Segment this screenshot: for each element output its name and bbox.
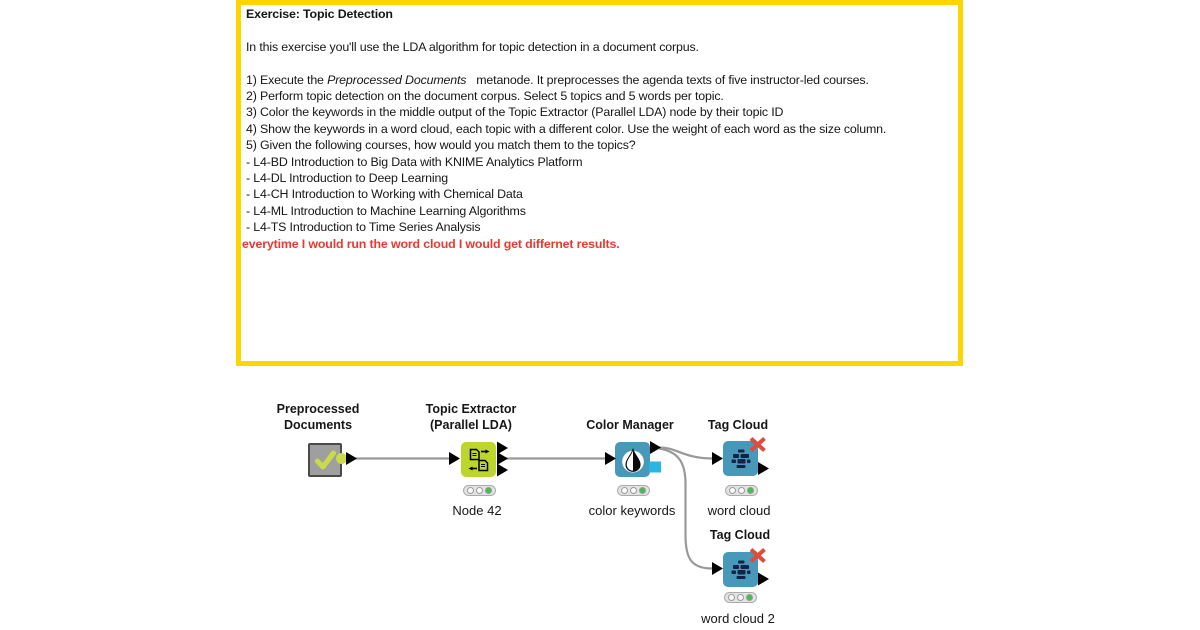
topic-extractor-output-port-2[interactable] (497, 452, 508, 465)
annotation-step-4: 4) Show the keywords in a word cloud, each topic with a different color. Use the weight of each word as the size column. (246, 121, 887, 136)
annotation-course-l4-dl: - L4-DL Introduction to Deep Learning (246, 171, 449, 186)
node-title-tag-cloud-1: Tag Cloud (707, 418, 769, 432)
step-1-italic-metanode-name: Preprocessed Documents (327, 72, 467, 87)
annotation-course-l4-ml: - L4-ML Introduction to Machine Learning Algorithms (246, 203, 526, 218)
metanode-output-port[interactable] (336, 453, 347, 464)
tag-cloud-2-output-port[interactable] (758, 573, 769, 586)
node-title-color-manager: Color Manager (586, 418, 674, 432)
title-line: (Parallel LDA) (430, 417, 512, 432)
tag-cloud-1-error-x-icon (751, 439, 765, 451)
node-label-word-cloud-2[interactable]: word cloud 2 (701, 611, 775, 626)
step-1-text-cont: metanode. It preprocesses the agenda texts of five instructor-led courses. (466, 72, 869, 87)
tag-cloud-2-error-x-icon (751, 550, 765, 562)
title-line: Topic Extractor (425, 402, 517, 416)
annotation-step-5: 5) Given the following courses, how would you match them to the topics? (246, 138, 636, 153)
annotation-course-l4-ch: - L4-CH Introduction to Working with Chemical Data (246, 187, 523, 202)
annotation-title: Exercise: Topic Detection (246, 7, 393, 21)
step-1-text: 1) Execute the (246, 72, 328, 87)
annotation-step-3: 3) Color the keywords in the middle output of the Topic Extractor (Parallel LDA) node by their topic ID (246, 105, 784, 120)
node-title-tag-cloud-2: Tag Cloud (709, 528, 771, 542)
color-manager-color-model-port[interactable] (649, 462, 661, 473)
tag-cloud-2-input-port[interactable] (712, 562, 723, 575)
color-manager-input-port[interactable] (605, 452, 616, 465)
metanode-output-port-triangle[interactable] (346, 452, 357, 465)
node-label-color-keywords[interactable]: color keywords (588, 503, 676, 518)
title-line: Documents (283, 417, 353, 432)
wire-color-manager-to-tag-cloud-1[interactable] (659, 447, 712, 458)
topic-extractor-output-port-3[interactable] (497, 464, 508, 477)
topic-extractor-input-port[interactable] (449, 452, 460, 465)
annotation-course-l4-bd: - L4-BD Introduction to Big Data with KNIME Analytics Platform (246, 154, 583, 169)
annotation-course-l4-ts: - L4-TS Introduction to Time Series Analysis (246, 220, 481, 235)
color-manager-output-port[interactable] (650, 441, 661, 454)
node-label-word-cloud[interactable]: word cloud (707, 503, 771, 518)
node-label-node-42[interactable]: Node 42 (452, 503, 502, 518)
tag-cloud-1-input-port[interactable] (712, 452, 723, 465)
topic-extractor-output-port-1[interactable] (497, 442, 508, 455)
title-line: Preprocessed (276, 402, 360, 416)
annotation-step-2: 2) Perform topic detection on the document corpus. Select 5 topics and 5 words per topic. (246, 89, 724, 103)
tag-cloud-1-output-port[interactable] (758, 462, 769, 475)
wire-color-manager-to-tag-cloud-2[interactable] (659, 449, 712, 569)
annotation-warning-note: everytime I would run the word cloud I would get differnet results. (242, 236, 620, 251)
annotation-intro: In this exercise you'll use the LDA algorithm for topic detection in a document corpus. (246, 39, 699, 54)
